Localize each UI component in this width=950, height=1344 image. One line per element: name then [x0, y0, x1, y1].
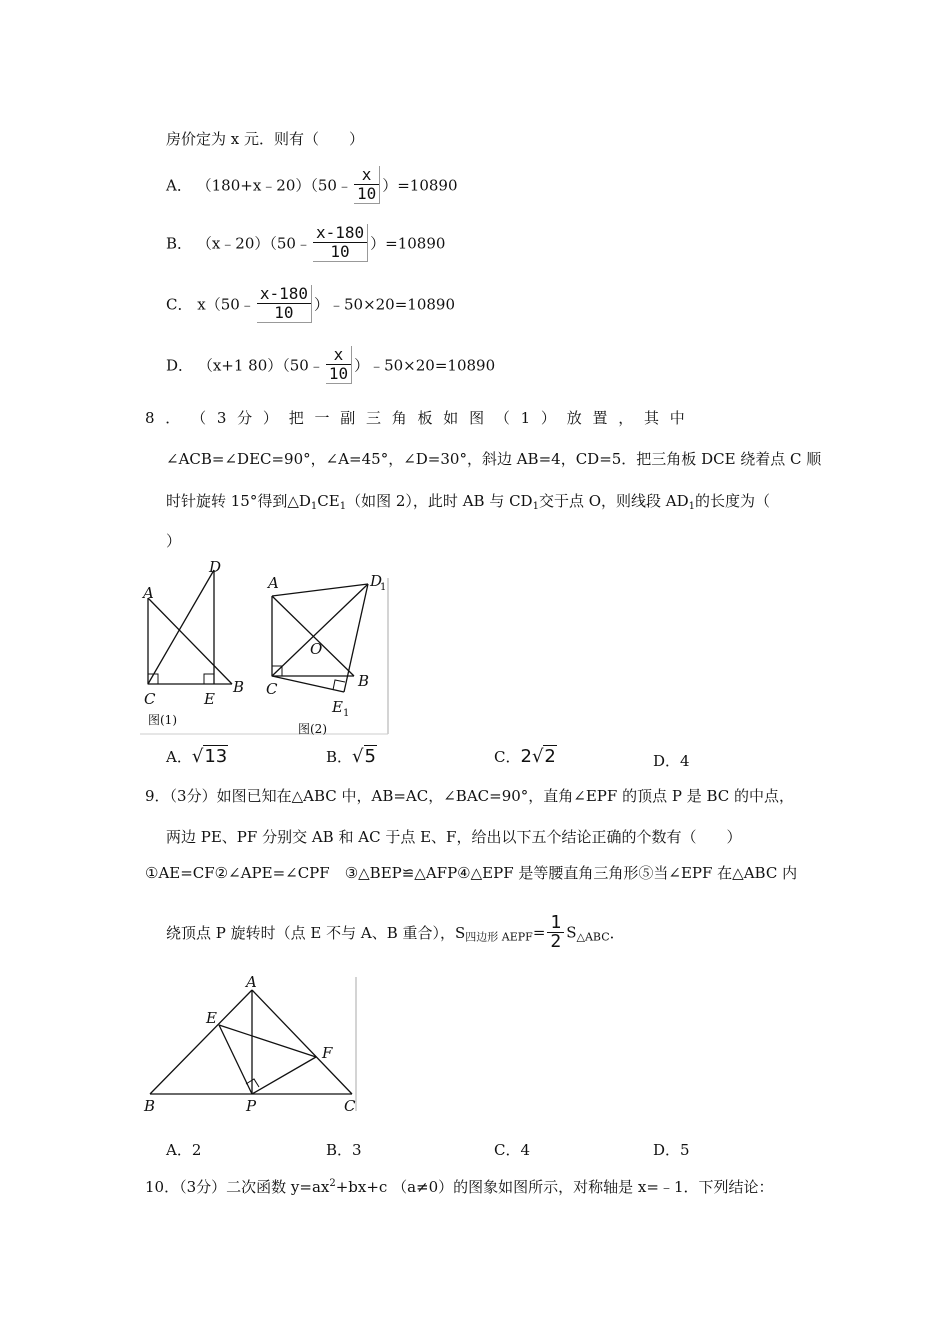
coefficient: 2	[520, 746, 532, 767]
option-text: （180+x﹣20）（50﹣	[196, 176, 352, 195]
point-label-a: A	[268, 574, 279, 592]
point-label-c: C	[344, 1097, 356, 1115]
fraction	[326, 346, 352, 384]
subscript: 四边形 AEPF	[465, 930, 533, 944]
point-label-e1: E	[332, 698, 343, 716]
option-text: ）=10890	[370, 234, 446, 253]
point-label-subscript: 1	[343, 708, 350, 719]
option-text: x（50﹣	[197, 295, 255, 314]
option-text: ）﹣50×20=10890	[354, 356, 496, 375]
numerator: x-180	[315, 223, 365, 242]
point-label-b: B	[233, 678, 245, 696]
option-label: D．	[166, 356, 194, 375]
denominator: 10	[354, 184, 379, 203]
sqrt-expression: 2√2	[520, 746, 556, 767]
subscript: 1	[688, 501, 696, 512]
option-text: ）﹣50×20=10890	[313, 295, 456, 314]
q9-line4	[166, 914, 625, 951]
q8-line4: ）	[166, 532, 182, 550]
q9-option-a: A．2	[166, 1141, 202, 1159]
q10-text: 10．（3分）二次函数 y=ax	[145, 1178, 330, 1196]
subscript: 1	[532, 501, 539, 512]
q9-text: ．	[609, 924, 625, 942]
subscript: 1	[339, 501, 347, 512]
numerator: x-180	[259, 284, 308, 303]
q7-option-b	[166, 224, 445, 262]
denominator: 2	[547, 932, 564, 951]
q8-line3	[166, 490, 770, 512]
option-label: C．	[494, 748, 521, 766]
q8-text: CE	[317, 492, 340, 510]
option-text: ）=10890	[382, 176, 458, 195]
sqrt-expression: √5	[352, 746, 376, 767]
point-label-o: O	[310, 640, 323, 658]
q8-option-d: D．4	[653, 752, 690, 770]
numerator: x	[333, 345, 344, 364]
q8-option-b	[326, 746, 377, 767]
point-label-e: E	[206, 1009, 217, 1027]
q8-option-a	[166, 746, 228, 767]
q7-option-d	[166, 346, 495, 384]
q7-option-c	[166, 285, 455, 323]
option-text: （x+1 80）（50﹣	[197, 356, 324, 375]
q8-option-c	[494, 746, 557, 767]
option-text: （x﹣20）（50﹣	[196, 234, 311, 253]
q9-option-c: C．4	[494, 1141, 531, 1159]
q9-line3: ①AE=CF②∠APE=∠CPF ③△BEP≌△AFP④△EPF 是等腰直角三角形⑤当∠EPF 在△ABC 内	[145, 864, 798, 882]
q9-option-b: B．3	[326, 1141, 362, 1159]
point-label-b: B	[144, 1097, 156, 1115]
point-label-subscript: 1	[380, 582, 387, 593]
denominator: 10	[257, 303, 311, 322]
q8-text: （如图 2），此时 AB 与 CD	[346, 492, 533, 510]
q9-line2: 两边 PE、PF 分别交 AB 和 AC 于点 E、F，给出以下五个结论正确的个数有（ ）	[166, 828, 742, 846]
q8-text: 交于点 O，则线段 AD	[538, 492, 689, 510]
figure-2	[140, 572, 388, 736]
fraction	[313, 224, 368, 262]
radicand: 5	[364, 746, 376, 767]
q9-text: S	[566, 923, 577, 942]
subscript: △ABC	[576, 930, 610, 944]
denominator: 10	[326, 364, 351, 383]
point-label-e: E	[204, 690, 215, 708]
option-label: C．	[166, 295, 193, 314]
fraction	[354, 166, 380, 204]
fraction-one-half	[547, 914, 564, 951]
q10-text: +bx+c （a≠0）的图象如图所示，对称轴是 x=﹣1．下列结论：	[335, 1178, 774, 1196]
option-label: B．	[166, 234, 193, 253]
q9-text: =	[532, 923, 546, 942]
sqrt-expression: √13	[191, 746, 228, 767]
radicand: 13	[204, 746, 228, 767]
fraction	[257, 285, 312, 323]
q10-line1	[145, 1176, 774, 1197]
point-label-d1: D	[370, 572, 383, 590]
superscript: 2	[329, 1178, 336, 1189]
subscript: 1	[310, 501, 318, 512]
point-label-d: D	[209, 558, 222, 576]
point-label-c: C	[266, 680, 278, 698]
q8-line2: ∠ACB=∠DEC=90°，∠A=45°，∠D=30°，斜边 AB=4，CD=5．把三角板 DCE 绕着点 C 顺	[166, 450, 822, 468]
q8-line1: 8 ． （ 3 分 ） 把 一 副 三 角 板 如 图 （ 1 ） 放 置 ， 其 中	[145, 409, 685, 427]
point-label-b: B	[358, 672, 370, 690]
q8-text: 的长度为（	[695, 492, 771, 510]
q9-option-d: D．5	[653, 1141, 690, 1159]
q9-line1: 9．（3分）如图已知在△ABC 中，AB=AC，∠BAC=90°，直角∠EPF 的顶点 P 是 BC 的中点，	[145, 787, 795, 805]
figure-caption: 图(2)	[298, 722, 327, 736]
q8-figure	[140, 558, 395, 740]
point-label-p: P	[246, 1097, 257, 1115]
denominator: 10	[313, 242, 367, 261]
point-label-a: A	[246, 975, 257, 991]
q9-figure	[140, 975, 360, 1115]
q7-intro: 房价定为 x 元．则有（ ）	[166, 130, 364, 148]
numerator: 1	[550, 912, 562, 933]
q7-option-a	[166, 166, 458, 204]
figure-caption: 图(1)	[148, 713, 177, 727]
figure-1	[141, 558, 244, 727]
numerator: x	[361, 165, 372, 184]
radicand: 2	[544, 746, 556, 767]
option-label: B．	[326, 748, 353, 766]
option-label: A．	[166, 748, 192, 766]
point-label-c: C	[144, 690, 156, 708]
point-label-f: F	[322, 1044, 333, 1062]
option-label: A．	[166, 176, 192, 195]
q8-text: 时针旋转 15°得到△D	[166, 492, 311, 510]
q9-text: 绕顶点 P 旋转时（点 E 不与 A、B 重合），S	[166, 924, 466, 942]
point-label-a: A	[143, 584, 154, 602]
